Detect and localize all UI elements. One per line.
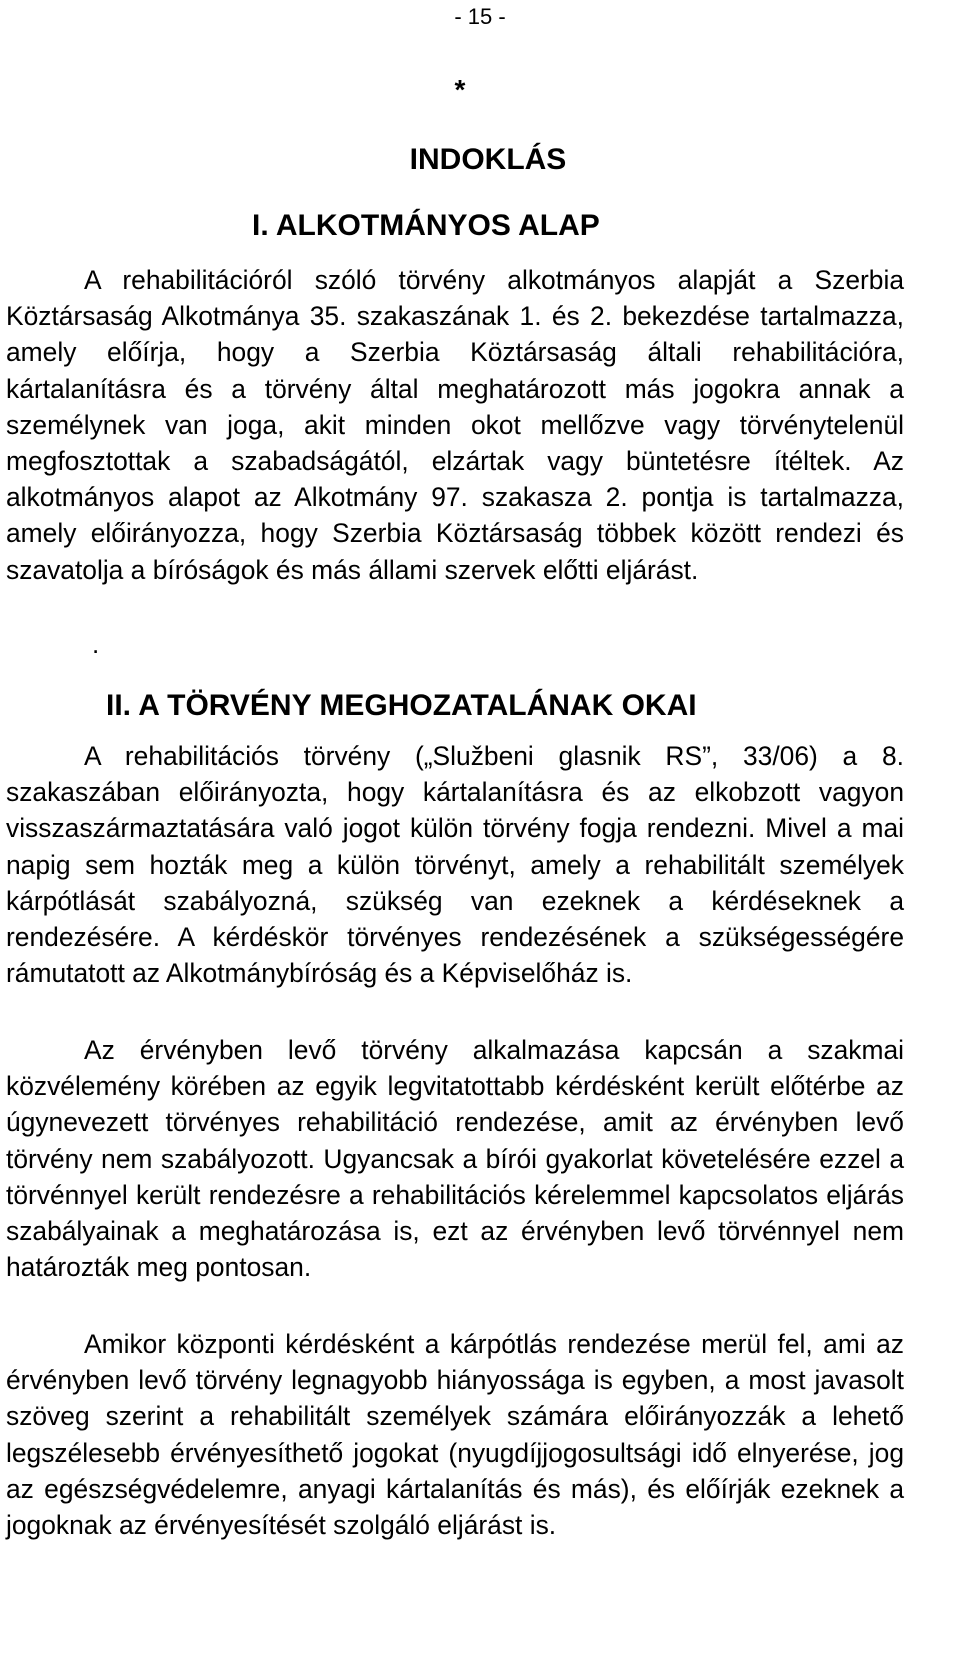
asterisk-mark: * bbox=[454, 74, 466, 105]
document-title: INDOKLÁS bbox=[409, 143, 567, 176]
section-heading-reasons: II. A TÖRVÉNY MEGHOZATALÁNAK OKAI bbox=[106, 689, 697, 722]
paragraph-reasons-1: A rehabilitációs törvény („Službeni glasnik RS”, 33/06) a 8. szakaszában előirányozta, hogy kártalanításra és az elkobzott vagyon visszaszármaztatására való jogot külön törvény fogja rendezni. Mivel a mai napig sem hozták meg a külön törvényt, amely a rehabilitált személyek kárpótlását szabályozná, szükség van ezeknek a kérdéseknek a rendezésére. A kérdéskör törvényes rendezésének a szükségességére rámutatott az Alkotmánybíróság és a Képviselőház is. bbox=[6, 741, 904, 989]
section-separator: . bbox=[92, 629, 100, 659]
page-number: - 15 - bbox=[454, 4, 506, 29]
paragraph-reasons-2: Az érvényben levő törvény alkalmazása kapcsán a szakmai közvélemény körében az egyik legvitatottabb kérdésként került előtérbe az úgynevezett törvényes rehabilitáció rendezése, amit az érvényben levő törvény nem szabályozott. Ugyancsak a bírói gyakorlat követelésére ezzel a törvénnyel került rendezésre a rehabilitációs kérelemmel kapcsolatos eljárás szabályainak a meghatározása is, ezt az érvényben levő törvénnyel nem határozták meg pontosan. bbox=[6, 1035, 904, 1283]
section-heading-constitutional-basis: I. ALKOTMÁNYOS ALAP bbox=[252, 209, 600, 242]
paragraph-constitutional-basis: A rehabilitációról szóló törvény alkotmányos alapját a Szerbia Köztársaság Alkotmánya 35. szakaszának 1. és 2. bekezdése tartalmazza, amely előírja, hogy a Szerbia Köztársaság általi rehabilitációra, kártalanításra és a törvény által meghatározott más jogokra annak a személynek van joga, akit minden okot mellőzve vagy törvénytelenül megfosztottak a szabadságától, elzártak vagy büntetésre ítéltek. Az alkotmányos alapot az Alkotmány 97. szakasza 2. pontja is tartalmazza, amely előirányozza, hogy Szerbia Köztársaság többek között rendezi és szavatolja a bíróságok és más állami szervek előtti eljárást. bbox=[6, 265, 904, 585]
paragraph-reasons-3: Amikor központi kérdésként a kárpótlás rendezése merül fel, ami az érvényben levő törvény legnagyobb hiányossága is egyben, a most javasolt szöveg szerint a rehabilitált személyek számára előirányozzák a lehető legszélesebb érvényesíthető jogokat (nyugdíjjogosultsági idő elnyerése, jog az egészségvédelemre, anyagi kártalanítás és más), és előírják ezeknek a jogoknak az érvényesítését szolgáló eljárást is. bbox=[6, 1329, 904, 1541]
